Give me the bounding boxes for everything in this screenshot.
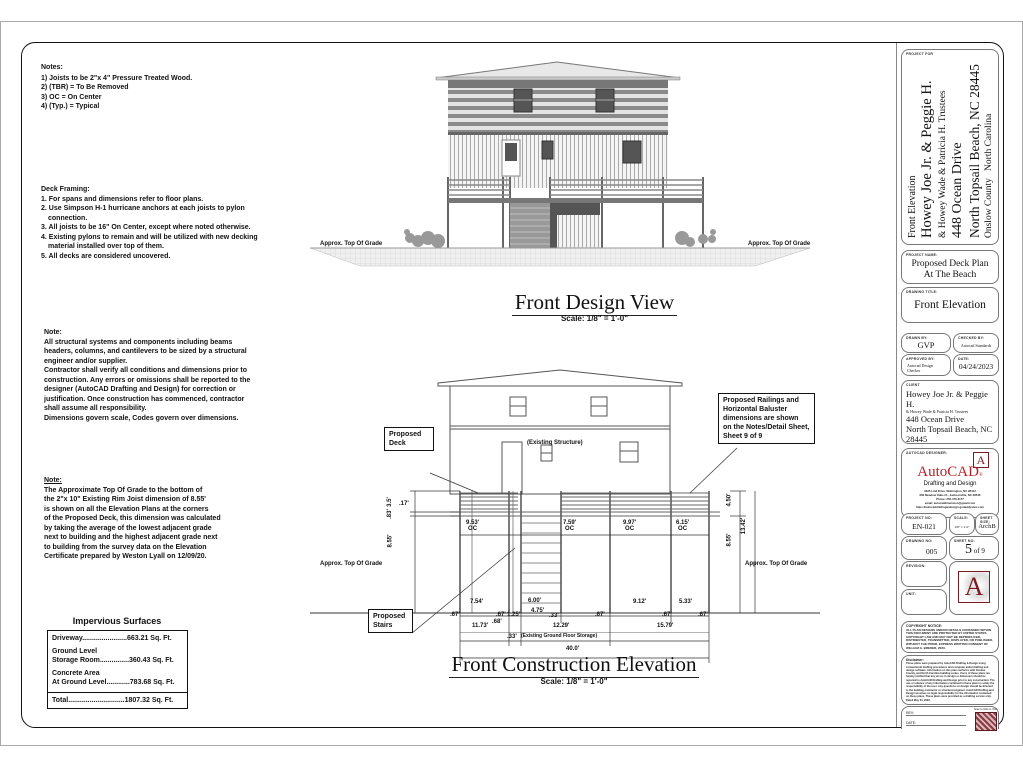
existing-structure-label: (Existing Structure) (527, 440, 583, 446)
project-no: EN-021 (912, 522, 936, 531)
note-line: by taking the average of the lowest adjacent grade (44, 524, 212, 532)
sheet-size-caption: SHEET SIZE: (980, 516, 993, 524)
dim-p3: .68' (492, 619, 502, 625)
deck-framing-heading: Deck Framing: (41, 186, 90, 193)
approved-by-line: Checker (907, 368, 921, 373)
client-zip: 28445 (906, 434, 928, 444)
contact-line: 9325 Lind Drive, Wilmington, NC 28412 (924, 489, 976, 493)
autocad-big-logo-icon: A (958, 571, 990, 603)
client-box (901, 380, 999, 444)
note-line: shall assume all responsibility. (44, 405, 147, 412)
callout-line: Proposed (373, 613, 406, 620)
qr-caption: Scan to Visit on Your (974, 708, 998, 711)
dim-p1: .67' (450, 612, 460, 618)
approved-by-line: Autocad Design (907, 363, 933, 368)
dim-p5: .33' (549, 613, 559, 619)
note-line: the 2"x 10" Existing Rim Joist dimension of 8.55' (44, 496, 206, 503)
project-name-box (901, 250, 999, 284)
note-item: 4) (Typ.) = Typical (41, 103, 100, 110)
dim-right-total: 13.42' (741, 517, 748, 535)
brand-name: AutoCAD (917, 464, 979, 480)
dim-right-rail: 4.50' (726, 493, 733, 507)
scale-caption: SCALE: (954, 516, 969, 520)
callout-line: Horizontal Baluster (723, 406, 788, 413)
sheet-no-box (949, 536, 999, 560)
drawing-no-caption: DRAWING NO: (906, 539, 933, 543)
owner-vertical: Howey Joe Jr. & Peggie H. (919, 80, 935, 238)
dim-b1: 7.54' (470, 599, 484, 605)
dim-b5: 5.33' (679, 599, 693, 605)
approved-by-box (901, 354, 951, 376)
callout-line: Proposed Railings and (723, 397, 799, 404)
note-line: Contractor shall verify all conditions and dimensions prior to (44, 367, 248, 374)
note-item: 4. Existing pylons to remain and will be utilized with new decking (41, 233, 258, 241)
note-line: Certificate prepared by Weston Lyall on 12/09/20. (44, 553, 207, 560)
callout-proposed-deck (384, 427, 434, 451)
autocad-logo-icon: A (973, 452, 989, 468)
client-trustees: & Howey Wade & Patricia H. Trustees (906, 409, 969, 414)
checked-by: Autocad Standards (960, 343, 992, 348)
dim-oc1 (466, 520, 479, 532)
copyright-box (901, 621, 999, 653)
note-line: designer (AutoCAD Drafting and Design) for correction or (44, 386, 236, 393)
dim-oc-label: OC (678, 526, 688, 532)
designer-caption: AUTOCAD DESIGNER: (906, 451, 948, 455)
callout-line: dimensions are shown (723, 415, 799, 422)
city-vertical: North Topsail Beach, NC 28445 (967, 64, 982, 238)
note-line: headers, columns, and cantilevers to be sized by a structural (44, 348, 247, 355)
disclaimer-box (901, 655, 999, 705)
dim-oc-label: OC (625, 526, 635, 532)
contact-line: Phone: 252-470-3177 (936, 497, 964, 501)
unit-caption: UNIT: (906, 592, 916, 596)
callout-line: Sheet 9 of 9 (723, 433, 763, 440)
sheet-name-vertical: Front Elevation (907, 175, 918, 238)
construction-view-scale: Scale: 1/8" = 1'-0" (540, 677, 608, 686)
grade-label-left: Approx. Top Of Grade (320, 241, 383, 247)
trustees-vertical: & Howey Wade & Patricia H. Trustees (938, 90, 948, 238)
dim-value: 6.15' (676, 520, 690, 526)
contact-line: 666 Meadow Oaks Ct., Jacksonville, NC 28546 (919, 493, 981, 497)
design-view-title: Front Design View (512, 290, 677, 316)
drawing-no-box (901, 536, 947, 560)
note-item: 1. For spans and dimensions refer to floor plans. (41, 195, 204, 203)
note-item: 2. Use Simpson H-1 hurricane anchors at each joists to pylon (41, 205, 245, 212)
drawn-by-box (901, 333, 951, 353)
sheet-size-box (975, 513, 999, 535)
checked-by-caption: CHECKED BY: (958, 336, 985, 340)
project-no-caption: PROJECT NO: (906, 516, 933, 520)
note-line: Dimensions govern scale, Codes govern over dimensions. (44, 414, 239, 422)
grade-note (44, 476, 284, 562)
construction-view-title: Front Construction Elevation (449, 652, 699, 678)
impervious-row: Concrete Area (52, 669, 100, 677)
checked-by-box (953, 333, 999, 353)
grade-label-right: Approx. Top Of Grade (745, 561, 808, 567)
note-item: 3) OC = On Center (41, 93, 102, 101)
dim-value: 9.97' (623, 520, 637, 526)
contact-line: https://autocaddraftingandesign.godaddysites.com (915, 505, 985, 509)
scale-value: 1/8" = 1'-0" (954, 525, 970, 529)
grade-label-left: Approx. Top Of Grade (320, 561, 383, 567)
dim-oc4 (676, 520, 689, 532)
copyright-heading: COPYRIGHT NOTICE: (906, 624, 943, 628)
dim-s2: 12.29' (553, 623, 570, 629)
approved-by-caption: APPROVED BY: (906, 357, 935, 361)
notes-heading: Notes: (41, 64, 63, 71)
dim-b4: 9.12' (633, 599, 647, 605)
dim-value: 9.53' (466, 520, 480, 526)
drawn-by-caption: DRAWN BY: (906, 336, 928, 340)
address-vertical: 448 Ocean Drive (950, 142, 965, 238)
dim-s-gap: .33' (507, 634, 517, 640)
county: Onslow County (984, 178, 994, 238)
existing-storage-label: (Existing Ground Floor Storage) (521, 633, 598, 639)
note-line: next to building and the highest adjacent grade next (44, 534, 218, 541)
sheet-no (965, 542, 985, 558)
client-city: North Topsail Beach, NC (906, 424, 993, 434)
note-line: to building from the survey data on the Elevation (44, 543, 207, 551)
grade-label-right: Approx. Top Of Grade (748, 241, 811, 247)
dim-p8: .67' (698, 612, 708, 618)
impervious-title: Impervious Surfaces (72, 616, 162, 626)
big-logo-box (949, 561, 999, 615)
project-name-line: At The Beach (923, 270, 977, 280)
note-item: 5. All decks are considered uncovered. (41, 252, 171, 260)
scale-box (949, 513, 975, 535)
brand-mark: ® (978, 473, 983, 478)
callout-line: Proposed (389, 431, 422, 438)
project-for-caption: PROJECT FOR (906, 52, 934, 56)
dim-oc3 (623, 520, 636, 532)
impervious-row: Ground Level (52, 647, 98, 655)
dim-s3: 15.79' (657, 623, 674, 629)
callout-proposed-stairs (368, 609, 413, 633)
project-name-caption: PROJECT NAME: (906, 253, 938, 257)
dim-overall: 40.0' (566, 646, 580, 652)
note-item: connection. (48, 214, 88, 222)
qr-code-icon[interactable] (975, 712, 997, 731)
revision-log-box (901, 706, 999, 729)
impervious-total: Total.............................1807.32 Sq. Ft. (52, 696, 174, 704)
contact-line: email: autocaddimension@gmail.com (924, 501, 976, 505)
dim-left-gap: .17' (399, 501, 409, 507)
date-box (953, 354, 999, 376)
sheet-no-caption: SHEET NO: (954, 539, 975, 543)
state: North Carolina (984, 113, 994, 171)
dim-s1: 11.73' (472, 623, 489, 629)
client-address: 448 Ocean Drive (906, 414, 965, 424)
note-item: 1) Joists to be 2"x 4" Pressure Treated Wood. (41, 74, 193, 82)
dim-oc2 (563, 520, 576, 532)
drawing-title-box (901, 287, 999, 323)
front-design-view-drawing (310, 58, 820, 288)
revision-caption: REVISION: (906, 564, 926, 568)
designer-box (901, 448, 999, 518)
project-for-box (901, 49, 999, 245)
unit-box (901, 589, 947, 615)
county-vertical (984, 114, 994, 238)
note-item: material installed over top of them. (48, 243, 164, 250)
disclaimer-text: These plans were prepared by AutoCAD Drafting & Design using conventional drafting procedures and computer aided drafting and design software. Information on this plan conforms with Onslow County, and North Carolina building codes. Users of these plans are hereby notified that any errors in design or dimension should be reported to AutoCAD Drafting and Design prior to any construction. The use or reliance of any information contained in these plans is solely the responsibility of the user. Any questions on design should be directed to the building contractor or structural engineer. AutoCAD Drafting and Design assumes no legal responsibility for the information contained on these plans. These plans were provided as a drafting service only. Dated May 24, 2022. (906, 662, 995, 702)
note-item: 3. All joists to be 16" On Center, except where noted otherwise. (41, 224, 251, 231)
drawing-title: Front Elevation (914, 299, 986, 311)
designer-subtitle: Drafting and Design (923, 481, 977, 487)
approved-by (907, 363, 933, 373)
sheet-size: ArchB (978, 523, 996, 530)
sheet-no-value: 5 (965, 542, 972, 557)
callout-line: on the Notes/Detail Sheet, (723, 424, 810, 431)
title-block (896, 43, 1004, 727)
structural-note (44, 328, 284, 423)
disclaimer (906, 659, 995, 702)
client-caption: CLIENT (906, 383, 920, 387)
dim-b2: 6.00' (528, 598, 542, 604)
drawing-frame (21, 42, 1004, 728)
dim-oc-label: OC (468, 526, 478, 532)
date: 04/24/2023 (958, 362, 994, 371)
note-line: is shown on all the Elevation Plans at the corners (44, 505, 209, 513)
structural-note-heading: Note: (44, 329, 62, 336)
dim-left-post: 8.55' (387, 534, 394, 548)
designer-contact (904, 489, 996, 509)
deck-framing-notes (41, 185, 311, 261)
designer-brand (902, 464, 998, 481)
project-name-line: Proposed Deck Plan (911, 259, 989, 269)
note-line: All structural systems and components including beams (44, 338, 233, 346)
copyright-notice (906, 625, 995, 650)
dim-p2: .67' (496, 612, 506, 618)
note-line: The Approximate Top Of Grade to the bottom of (44, 486, 203, 494)
drawing-sheet (0, 21, 1023, 746)
project-no-box (901, 513, 947, 535)
note-line: engineer and/or supplier. (44, 357, 128, 365)
impervious-row: Storage Room...............360.43 Sq. Ft. (52, 657, 174, 664)
date-caption: DATE: (958, 357, 970, 361)
callout-line: Stairs (373, 622, 393, 629)
impervious-row: At Ground Level............783.68 Sq. Ft. (52, 679, 175, 686)
dim-right-post: 8.55' (726, 533, 733, 547)
drawing-title-caption: DRAWING TITLE: (906, 290, 938, 294)
date-line: DATE: (906, 721, 966, 726)
dim-b3: 4.75' (531, 608, 545, 614)
dim-left-rail: 3.5' (386, 497, 393, 507)
note-line: justification. Once construction has commenced, contractor (44, 395, 245, 403)
sheet-no-of: of 9 (973, 547, 985, 555)
client-name: Howey Joe Jr. & Peggie H. (906, 389, 988, 409)
dim-p7: .67' (662, 612, 672, 618)
dim-left-rim: .83' (386, 509, 393, 519)
drawn-by: GVP (917, 340, 935, 350)
dim-value: 7.59' (563, 520, 577, 526)
dim-p4: 1.25' (507, 612, 521, 618)
general-notes (41, 63, 301, 112)
drawing-no: 005 (926, 547, 938, 556)
design-view-scale: Scale: 1/8" = 1'-0" (560, 314, 629, 323)
dim-oc-label: OC (565, 526, 575, 532)
project-name (902, 259, 998, 281)
rev-line: REV: (906, 711, 966, 716)
impervious-row: Driveway.......................663.21 Sq. Ft. (52, 635, 172, 642)
grade-note-heading: Note: (44, 477, 62, 484)
impervious-table (47, 630, 188, 709)
note-item: 2) (TBR) = To Be Removed (41, 84, 129, 91)
client-info (906, 389, 998, 444)
dim-p6: .67' (595, 612, 605, 618)
copyright-text: ALL PLAN DESIGNS AND/OR DETAILS CONTAINED WITHIN THIS DOCUMENT ARE PROTECTED BY UNITED STATES COPYRIGHT LAW AND MAY NOT BE REPRODUCED, DISTRIBUTED, TRANSMITTED, DISPLAYED, OR PUBLISHED, WITHOUT THE PRIOR, EXPRESS WRITTEN CONSENT OF WILLIAM G. BREKER, 2023. (906, 627, 994, 650)
disclaimer-heading: Disclaimer: (906, 658, 924, 662)
callout-line: Deck (389, 440, 406, 447)
callout-proposed-railings (718, 393, 815, 444)
note-line: construction. Any errors or omissions shall be reported to the (44, 376, 251, 384)
note-line: of the Proposed Deck, this dimension was calculated (44, 515, 221, 522)
revision-box (901, 561, 947, 587)
